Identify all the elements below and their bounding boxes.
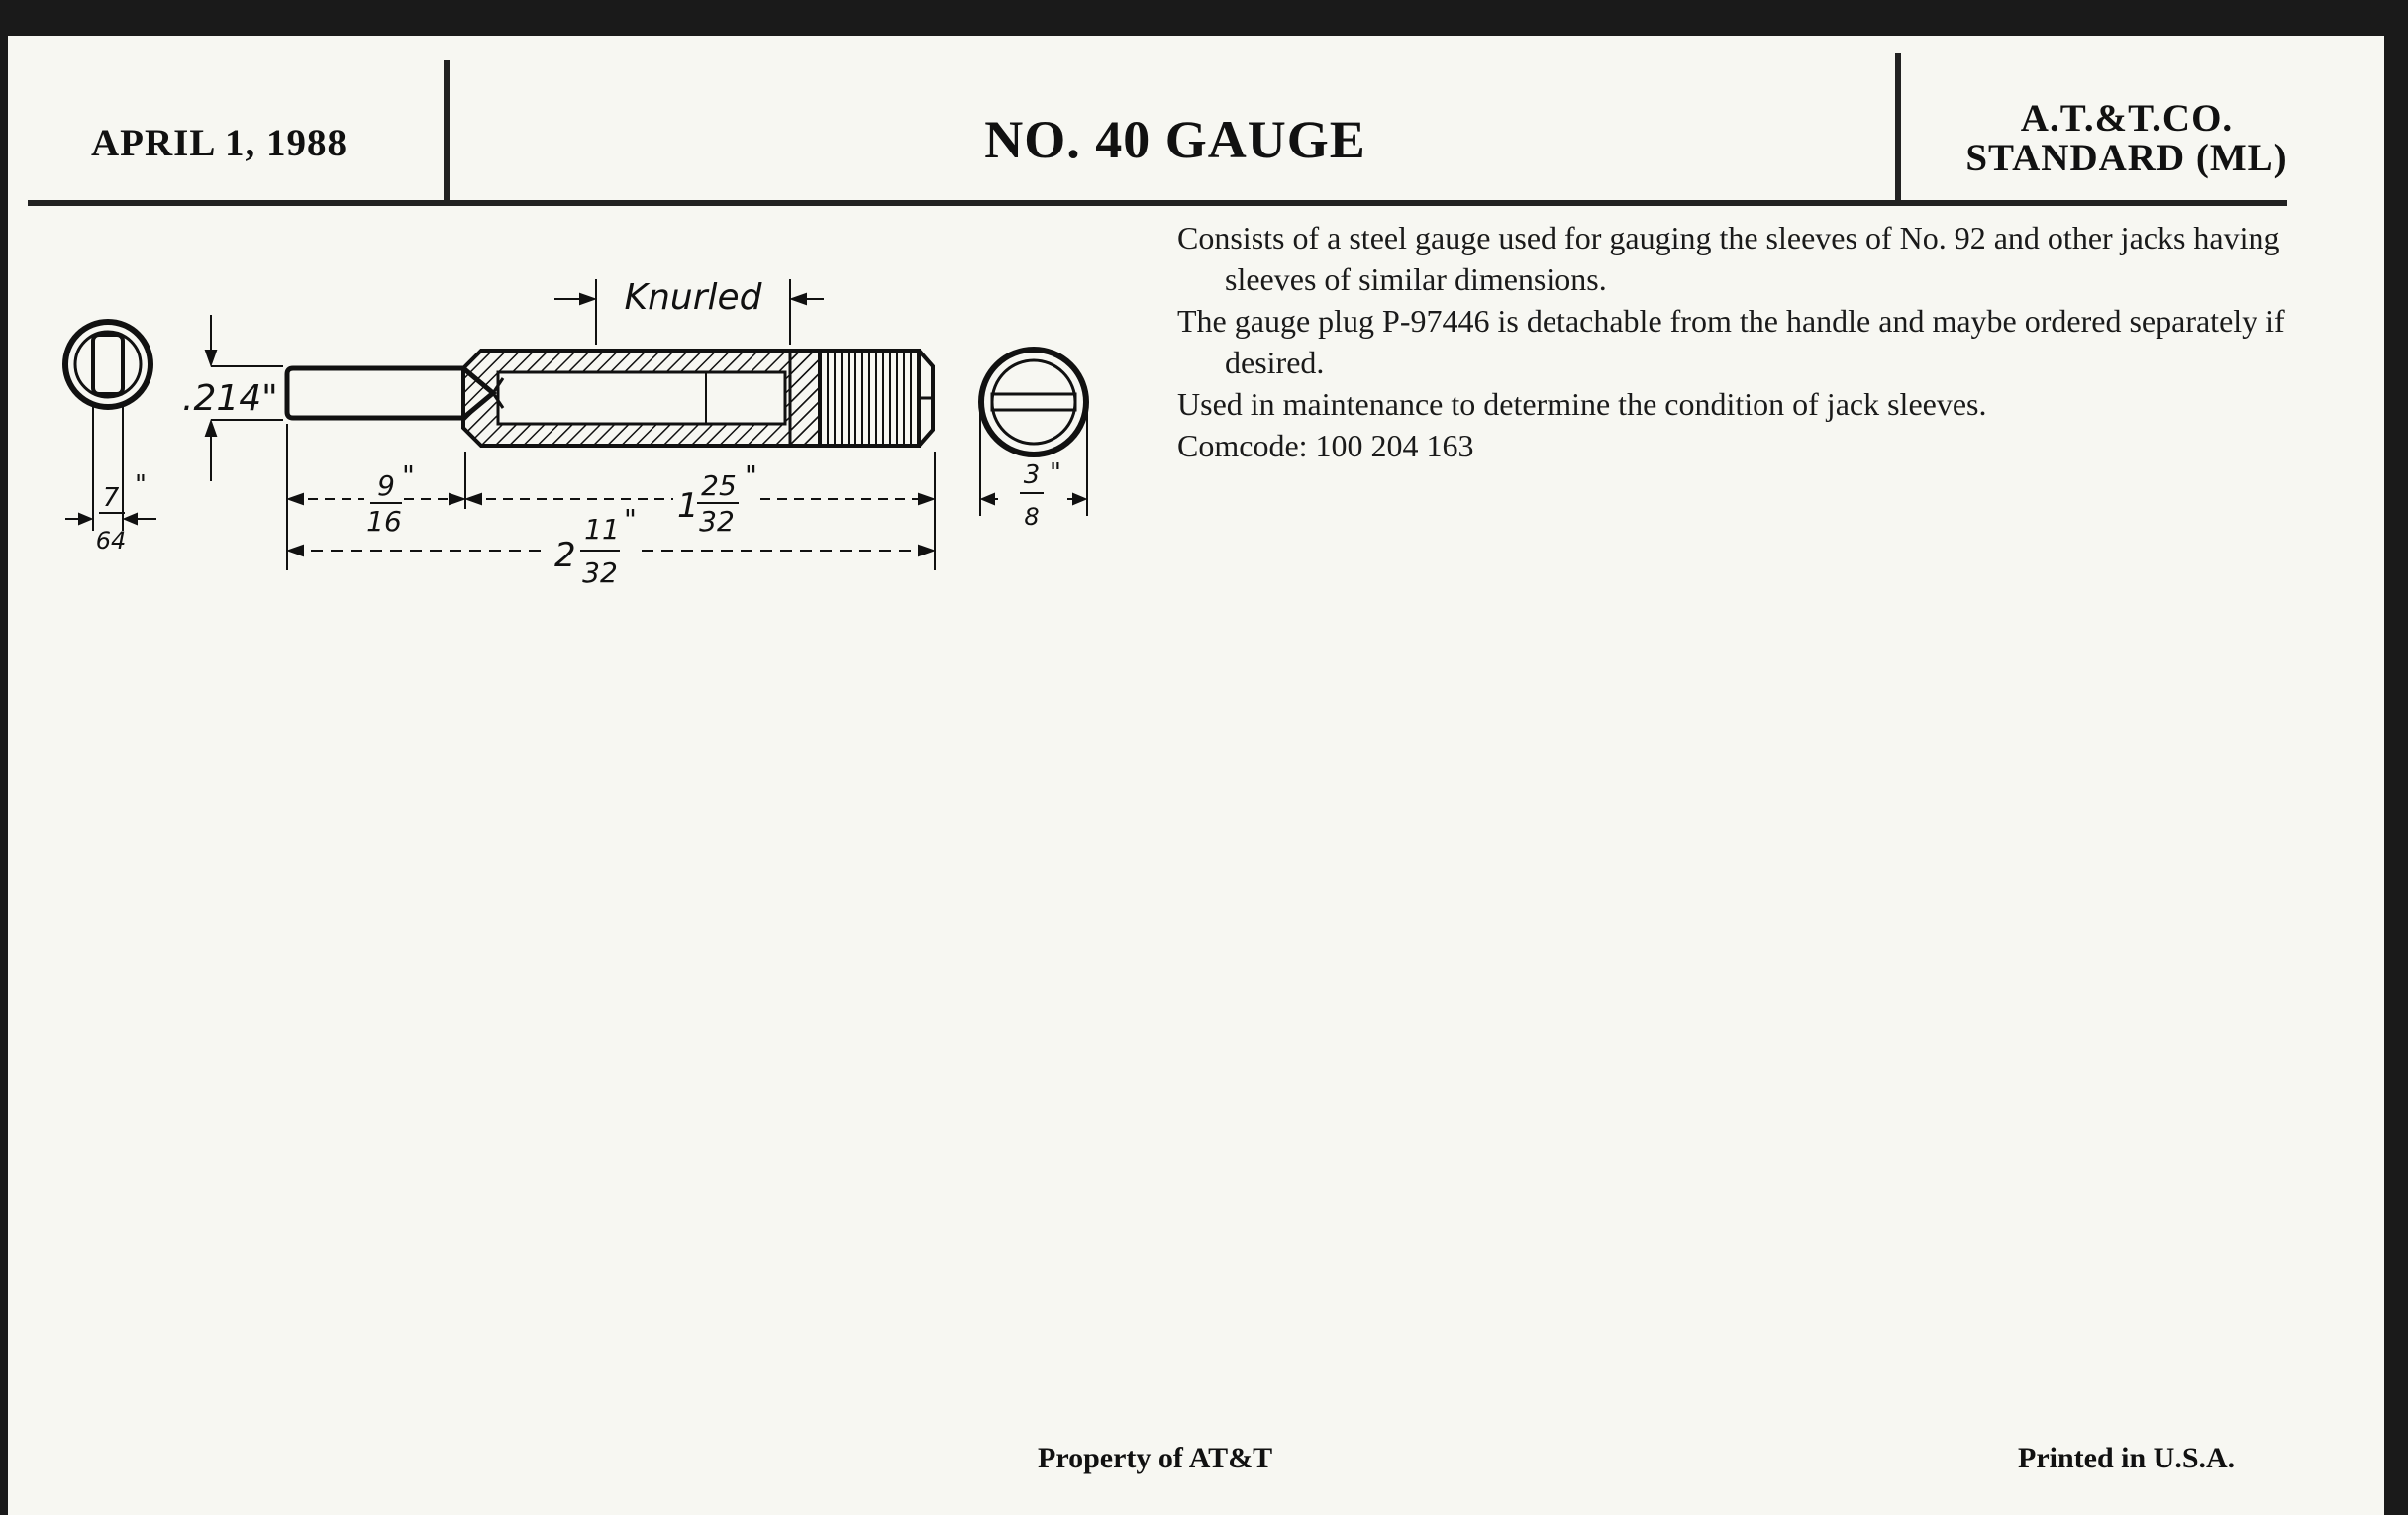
right-view-inch-mark: " <box>1050 458 1061 488</box>
plug-length-denominator: 16 <box>366 505 402 538</box>
page-title: NO. 40 GAUGE <box>984 110 1366 169</box>
gauge-handle <box>463 351 933 446</box>
standard-line-1: A.T.&T.CO. <box>2020 97 2234 140</box>
issue-date: APRIL 1, 1988 <box>91 122 348 164</box>
left-end-view <box>65 322 150 407</box>
handle-length-inch-mark: " <box>745 459 757 492</box>
knurled-label: Knurled <box>624 277 762 318</box>
comcode: Comcode: 100 204 163 <box>1177 428 1474 463</box>
gauge-drawing <box>8 36 1156 630</box>
left-view-inch-mark: " <box>135 470 147 500</box>
total-length-whole: 2 <box>554 536 576 575</box>
description-paragraph: The gauge plug P-97446 is detachable from the handle and maybe ordered separately if desired. <box>1177 303 2285 380</box>
handle-length-denominator: 32 <box>699 505 735 538</box>
standard-label <box>1909 99 2345 178</box>
plug-length-numerator: 9 <box>377 469 395 502</box>
property-notice: Property of AT&T <box>1038 1442 1273 1474</box>
right-view-dim-denominator: 8 <box>1024 503 1040 531</box>
left-view-dim-numerator: 7 <box>102 483 120 513</box>
handle-length-whole: 1 <box>677 486 699 526</box>
diameter-dim-label: .214" <box>182 378 278 419</box>
spec-sheet <box>8 36 2384 1515</box>
plug-length-inch-mark: " <box>402 459 415 492</box>
description-paragraph: Used in maintenance to determine the condition of jack sleeves. <box>1177 386 1987 422</box>
left-view-dim-denominator: 64 <box>95 527 127 555</box>
handle-length-numerator: 25 <box>701 469 737 502</box>
right-end-view <box>981 350 1086 454</box>
standard-line-2: STANDARD (ML) <box>1965 137 2288 179</box>
total-length-denominator: 32 <box>582 556 618 589</box>
total-length-numerator: 11 <box>584 513 620 546</box>
right-view-dim-numerator: 3 <box>1023 460 1041 490</box>
header-divider-right <box>1895 53 1901 205</box>
printed-notice: Printed in U.S.A. <box>2018 1442 2236 1474</box>
description <box>1177 217 2296 466</box>
total-length-inch-mark: " <box>624 503 637 536</box>
description-paragraph: Consists of a steel gauge used for gauging the sleeves of No. 92 and other jacks having sleeves of similar dimensions. <box>1177 220 2280 297</box>
